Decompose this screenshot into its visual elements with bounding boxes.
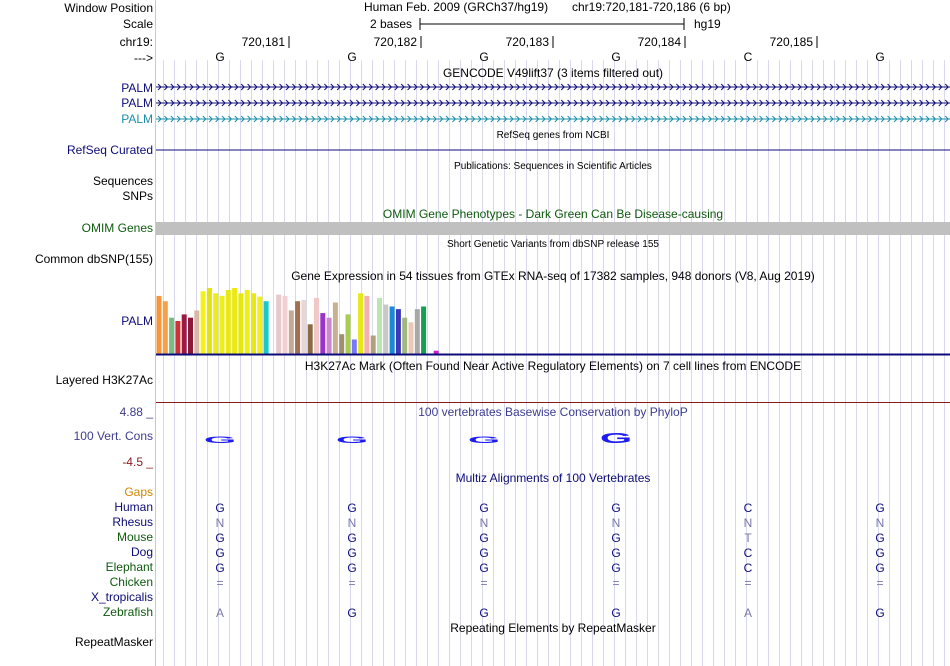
alignment-base: A xyxy=(215,606,225,620)
gtex-bar xyxy=(226,290,231,354)
gtex-bar xyxy=(377,298,382,354)
alignment-base: G xyxy=(479,546,489,560)
track-label[interactable]: Mouse xyxy=(116,530,153,544)
gtex-track-title[interactable]: Gene Expression in 54 tissues from GTEx RNA-seq of 17382 samples, 948 donors (V8, Aug 2019) xyxy=(291,269,815,283)
omim-track-title[interactable]: OMIM Gene Phenotypes - Dark Green Can Be Disease-causing xyxy=(382,207,724,221)
alignment-base: N xyxy=(743,516,753,530)
publications-track-title[interactable]: Publications: Sequences in Scientific Articles xyxy=(454,161,652,172)
track-label[interactable]: Zebrafish xyxy=(102,605,153,619)
gtex-bar xyxy=(390,306,395,354)
gtex-bar xyxy=(396,309,401,354)
browser-track-area[interactable] xyxy=(156,0,950,666)
alignment-base: G xyxy=(875,501,885,515)
track-label[interactable]: SNPs xyxy=(122,189,153,203)
ruler-tick-label: 720,184 xyxy=(637,35,681,49)
track-label[interactable]: 4.88 _ xyxy=(119,405,153,419)
alignment-base: G xyxy=(215,546,225,560)
gtex-bar xyxy=(194,310,199,354)
alignment-base: G xyxy=(479,531,489,545)
scale-db: hg19 xyxy=(694,17,721,31)
gtex-bar xyxy=(295,301,300,354)
alignment-base: G xyxy=(347,546,357,560)
gtex-bar xyxy=(371,336,376,354)
track-label[interactable]: Elephant xyxy=(105,560,153,574)
gtex-bar xyxy=(352,339,357,354)
phylop-track-title[interactable]: 100 vertebrates Basewise Conservation by PhyloP xyxy=(418,405,688,419)
alignment-base: G xyxy=(347,606,357,620)
gtex-bar xyxy=(188,318,193,354)
track-label[interactable]: PALM xyxy=(121,81,153,95)
alignment-base: G xyxy=(611,531,621,545)
gtex-bar xyxy=(207,288,212,354)
alignment-base: A xyxy=(743,606,753,620)
alignment-base: = xyxy=(876,576,884,590)
refseq-track-title[interactable]: RefSeq genes from NCBI xyxy=(496,130,610,141)
gtex-bar xyxy=(163,301,168,354)
alignment-base: N xyxy=(875,516,885,530)
alignment-base: = xyxy=(612,576,620,590)
alignment-base: G xyxy=(215,561,225,575)
alignment-base: G xyxy=(611,501,621,515)
gtex-bar xyxy=(182,314,187,354)
gtex-bar xyxy=(245,290,250,354)
gencode-track-title[interactable]: GENCODE V49lift37 (3 items filtered out) xyxy=(442,66,664,80)
dbsnp-track-title[interactable]: Short Genetic Variants from dbSNP release 155 xyxy=(447,239,659,250)
alignment-base: G xyxy=(479,501,489,515)
alignment-base: G xyxy=(347,561,357,575)
track-label[interactable]: Window Position xyxy=(64,1,153,15)
gtex-bar xyxy=(308,324,313,354)
alignment-base: G xyxy=(875,546,885,560)
gtex-bar xyxy=(358,293,363,354)
alignment-base: T xyxy=(744,531,752,545)
base-letter: G xyxy=(875,50,885,64)
track-label[interactable]: chr19: xyxy=(119,35,153,49)
grid-layer xyxy=(156,0,950,666)
ruler-tick-label: 720,183 xyxy=(505,35,549,49)
gtex-bar xyxy=(364,296,369,354)
omim-bar xyxy=(156,222,950,235)
gtex-bar xyxy=(421,306,426,354)
gtex-bar xyxy=(333,303,338,354)
alignment-base: C xyxy=(743,501,753,515)
gtex-bar xyxy=(415,309,420,354)
alignment-base: G xyxy=(611,561,621,575)
gtex-bar xyxy=(346,314,351,354)
gtex-bar xyxy=(339,334,344,354)
gtex-bar xyxy=(383,305,388,355)
assembly-title: Human Feb. 2009 (GRCh37/hg19) xyxy=(364,0,549,14)
track-label[interactable]: PALM xyxy=(121,96,153,110)
track-label[interactable]: Human xyxy=(114,500,153,514)
alignment-base: G xyxy=(611,606,621,620)
track-label[interactable]: OMIM Genes xyxy=(81,221,153,235)
alignment-base: N xyxy=(215,516,225,530)
gtex-bar xyxy=(314,298,319,354)
ruler-tick-label: 720,181 xyxy=(241,35,285,49)
repeatmasker-track-title[interactable]: Repeating Elements by RepeatMasker xyxy=(450,621,656,635)
scale-label: 2 bases xyxy=(370,17,413,31)
alignment-base: G xyxy=(611,546,621,560)
track-label[interactable]: RepeatMasker xyxy=(74,635,153,649)
track-label[interactable]: ---> xyxy=(134,51,153,65)
track-label[interactable]: PALM xyxy=(121,112,153,126)
conservation-logo: G xyxy=(599,429,633,447)
alignment-base: G xyxy=(347,531,357,545)
track-label[interactable]: Dog xyxy=(130,545,153,559)
base-letter: G xyxy=(347,50,357,64)
gtex-bar xyxy=(301,300,306,354)
alignment-base: G xyxy=(479,561,489,575)
gtex-bar xyxy=(320,313,325,354)
gtex-bar xyxy=(251,293,256,354)
alignment-base: N xyxy=(611,516,621,530)
base-letter: G xyxy=(215,50,225,64)
gtex-bar xyxy=(409,322,414,354)
gtex-bar xyxy=(201,291,206,354)
alignment-base: G xyxy=(875,606,885,620)
alignment-base: C xyxy=(743,561,753,575)
alignment-base: G xyxy=(875,531,885,545)
alignment-base: G xyxy=(215,501,225,515)
alignment-base: = xyxy=(216,576,224,590)
alignment-base: N xyxy=(479,516,489,530)
alignment-base: G xyxy=(479,606,489,620)
gtex-bar xyxy=(283,296,288,354)
track-label[interactable]: 100 Vert. Cons xyxy=(73,429,153,443)
alignment-base: = xyxy=(348,576,356,590)
ruler-tick-label: 720,182 xyxy=(373,35,417,49)
gtex-bar xyxy=(238,293,243,354)
base-letter: G xyxy=(479,50,489,64)
gtex-bar xyxy=(175,321,180,354)
track-label[interactable]: RefSeq Curated xyxy=(66,143,153,157)
track-label[interactable]: -4.5 _ xyxy=(122,455,153,469)
gtex-bar xyxy=(232,288,237,354)
gtex-bar xyxy=(327,318,332,354)
gtex-bar xyxy=(289,310,294,354)
track-label[interactable]: Scale xyxy=(122,17,153,31)
gtex-bar xyxy=(257,297,262,354)
ruler-tick-label: 720,185 xyxy=(769,35,813,49)
alignment-base: = xyxy=(744,576,752,590)
track-label[interactable]: Chicken xyxy=(109,575,153,589)
gtex-bar xyxy=(157,296,162,354)
gtex-bar xyxy=(213,293,218,354)
track-label[interactable]: Layered H3K27Ac xyxy=(55,373,153,387)
alignment-base: G xyxy=(875,561,885,575)
conservation-logo: G xyxy=(203,435,237,446)
alignment-base: C xyxy=(743,546,753,560)
alignment-base: N xyxy=(347,516,357,530)
track-label[interactable]: Sequences xyxy=(92,174,153,188)
alignment-base: = xyxy=(480,576,488,590)
conservation-logo: G xyxy=(335,435,369,446)
gtex-bar xyxy=(169,318,174,354)
track-label[interactable]: Common dbSNP(155) xyxy=(34,252,153,266)
multiz-track-title[interactable]: Multiz Alignments of 100 Vertebrates xyxy=(455,471,651,485)
gtex-bar xyxy=(402,318,407,354)
alignment-base: G xyxy=(347,501,357,515)
region-position: chr19:720,181-720,186 (6 bp) xyxy=(572,0,731,14)
track-label-column xyxy=(0,0,155,666)
gtex-bar xyxy=(220,296,225,354)
base-letter: C xyxy=(743,50,753,64)
gtex-bar xyxy=(264,301,269,354)
h3k27ac-track-title[interactable]: H3K27Ac Mark (Often Found Near Active Regulatory Elements) on 7 cell lines from ENCODE xyxy=(304,359,802,373)
track-label[interactable]: PALM xyxy=(121,314,153,328)
base-letter: G xyxy=(611,50,621,64)
gtex-bar xyxy=(276,295,281,354)
conservation-logo: G xyxy=(467,435,501,446)
track-label[interactable]: Rhesus xyxy=(112,515,153,529)
track-label[interactable]: Gaps xyxy=(124,485,153,499)
alignment-base: G xyxy=(215,531,225,545)
track-label[interactable]: X_tropicalis xyxy=(90,590,153,604)
